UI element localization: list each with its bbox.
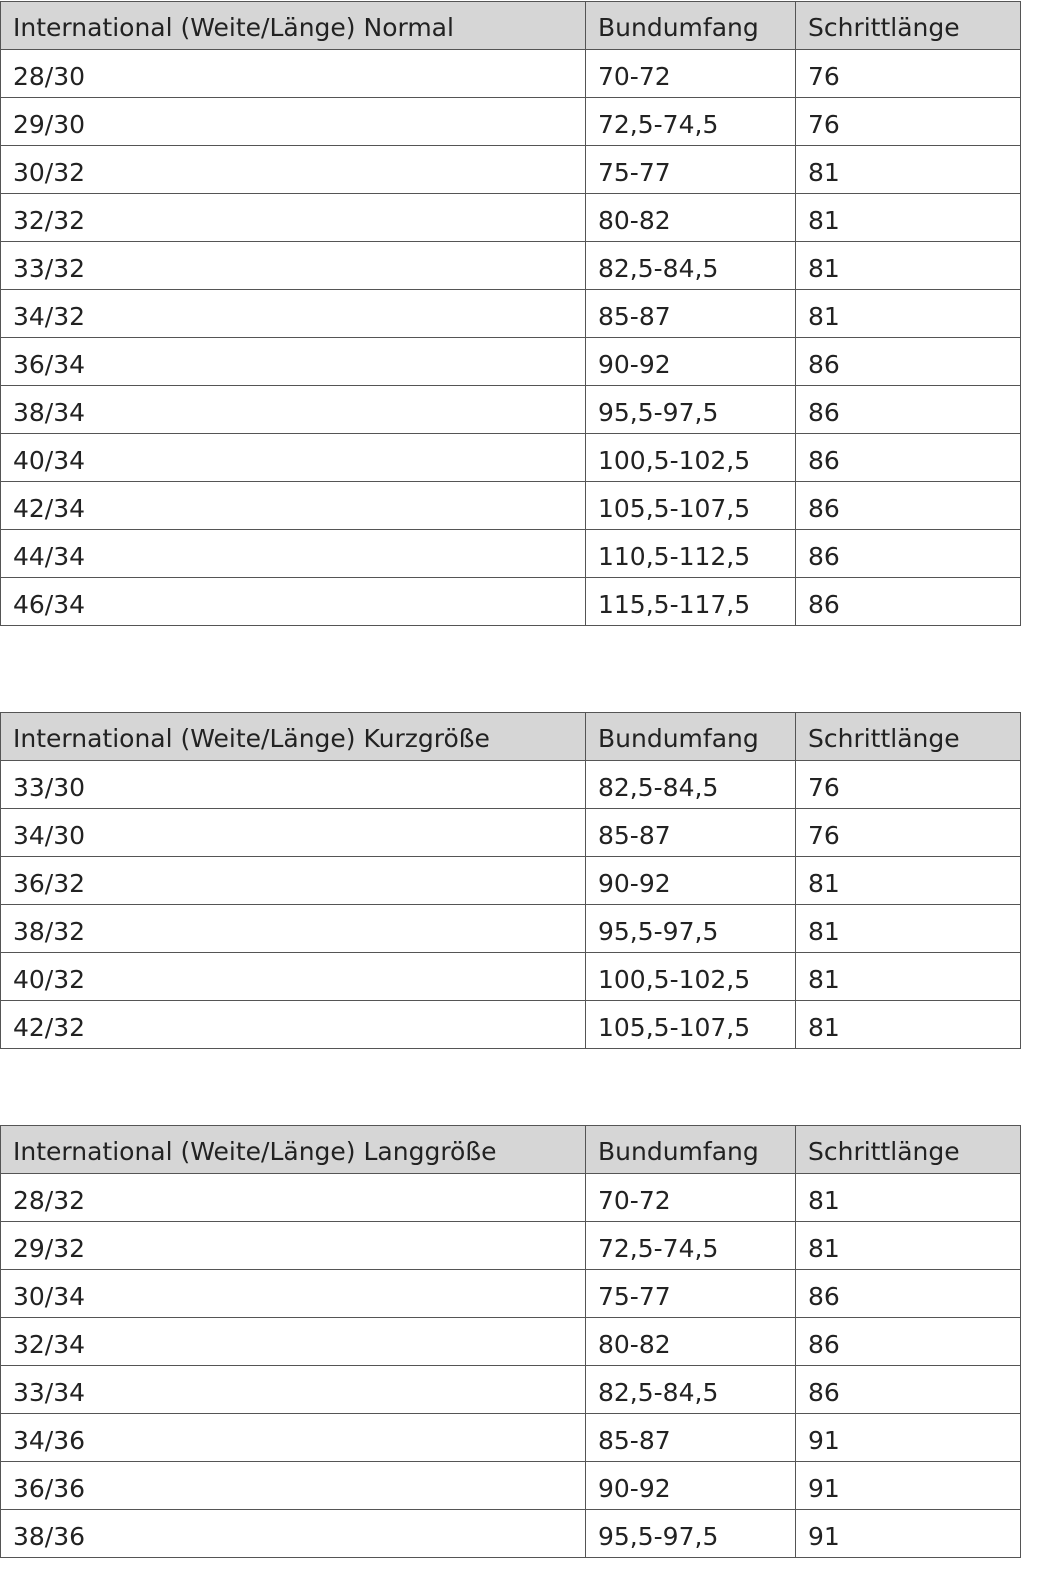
table-row: [1, 434, 1021, 482]
cell-waist-column: 95,5-97,5: [586, 386, 796, 434]
cell-waist-column: 90-92: [586, 338, 796, 386]
cell-waist-column: 82,5-84,5: [586, 761, 796, 809]
header-row: [1, 2, 1021, 50]
cell-inseam-column: 81: [796, 953, 1021, 1001]
cell-inseam-column: 76: [796, 809, 1021, 857]
cell-inseam-column: 86: [796, 1270, 1021, 1318]
table-row: [1, 1222, 1021, 1270]
cell-size-column: 33/34: [1, 1366, 586, 1414]
cell-inseam-column: 86: [796, 482, 1021, 530]
cell-size-column: 29/32: [1, 1222, 586, 1270]
table-row: [1, 761, 1021, 809]
cell-size-column: 29/30: [1, 98, 586, 146]
cell-inseam-column: 81: [796, 1222, 1021, 1270]
cell-waist-column: 82,5-84,5: [586, 242, 796, 290]
cell-size-column: 34/30: [1, 809, 586, 857]
table-row: [1, 482, 1021, 530]
table-row: [1, 194, 1021, 242]
cell-inseam-column: 91: [796, 1414, 1021, 1462]
header-row: [1, 1126, 1021, 1174]
table-row: [1, 50, 1021, 98]
cell-size-column: 38/36: [1, 1510, 586, 1558]
cell-size-column: 34/36: [1, 1414, 586, 1462]
cell-size-column: 38/34: [1, 386, 586, 434]
cell-inseam-column: 81: [796, 146, 1021, 194]
cell-inseam-column: 86: [796, 530, 1021, 578]
cell-waist-column: 75-77: [586, 1270, 796, 1318]
table-row: [1, 530, 1021, 578]
cell-size-column: 30/32: [1, 146, 586, 194]
table-row: [1, 953, 1021, 1001]
table-header: [1, 1126, 1021, 1174]
table-row: [1, 146, 1021, 194]
cell-waist-column: 95,5-97,5: [586, 1510, 796, 1558]
cell-waist-column: 95,5-97,5: [586, 905, 796, 953]
table-body: [1, 1174, 1021, 1558]
cell-size-column: 32/34: [1, 1318, 586, 1366]
cell-inseam-column: 81: [796, 857, 1021, 905]
cell-inseam-column: 76: [796, 761, 1021, 809]
cell-size-column: 28/32: [1, 1174, 586, 1222]
cell-size-column: 42/32: [1, 1001, 586, 1049]
table-row: [1, 242, 1021, 290]
cell-waist-column: 72,5-74,5: [586, 98, 796, 146]
cell-size-column: 36/34: [1, 338, 586, 386]
cell-waist-column: 105,5-107,5: [586, 1001, 796, 1049]
cell-size-column: 33/30: [1, 761, 586, 809]
cell-inseam-column: 81: [796, 242, 1021, 290]
size-table-langgroesse: [0, 1125, 1021, 1558]
table-row: [1, 809, 1021, 857]
table-body: [1, 761, 1021, 1049]
table-header: [1, 713, 1021, 761]
cell-waist-column: 70-72: [586, 1174, 796, 1222]
table-row: [1, 1366, 1021, 1414]
cell-size-column: 46/34: [1, 578, 586, 626]
cell-inseam-column: 86: [796, 578, 1021, 626]
size-table-kurzgroesse: [0, 712, 1021, 1049]
cell-waist-column: 72,5-74,5: [586, 1222, 796, 1270]
table-row: [1, 98, 1021, 146]
table-row: [1, 1174, 1021, 1222]
table-row: [1, 1462, 1021, 1510]
table-row: [1, 578, 1021, 626]
cell-size-column: 33/32: [1, 242, 586, 290]
cell-size-column: 40/34: [1, 434, 586, 482]
cell-inseam-column: 86: [796, 434, 1021, 482]
cell-waist-column: 80-82: [586, 1318, 796, 1366]
header-cell-inseam-column: Schrittlänge: [796, 2, 1021, 50]
table-row: [1, 1001, 1021, 1049]
cell-waist-column: 70-72: [586, 50, 796, 98]
cell-size-column: 44/34: [1, 530, 586, 578]
cell-waist-column: 100,5-102,5: [586, 434, 796, 482]
header-cell-waist-column: Bundumfang: [586, 713, 796, 761]
table-row: [1, 857, 1021, 905]
cell-waist-column: 80-82: [586, 194, 796, 242]
header-cell-size-column: International (Weite/Länge) Langgröße: [1, 1126, 586, 1174]
table-row: [1, 290, 1021, 338]
cell-waist-column: 115,5-117,5: [586, 578, 796, 626]
table-row: [1, 1318, 1021, 1366]
cell-size-column: 40/32: [1, 953, 586, 1001]
cell-waist-column: 110,5-112,5: [586, 530, 796, 578]
cell-waist-column: 85-87: [586, 809, 796, 857]
cell-inseam-column: 76: [796, 50, 1021, 98]
cell-size-column: 38/32: [1, 905, 586, 953]
cell-waist-column: 90-92: [586, 1462, 796, 1510]
header-cell-waist-column: Bundumfang: [586, 2, 796, 50]
table-header: [1, 2, 1021, 50]
table-row: [1, 386, 1021, 434]
cell-inseam-column: 86: [796, 1318, 1021, 1366]
cell-size-column: 42/34: [1, 482, 586, 530]
size-table-normal: [0, 1, 1021, 626]
cell-waist-column: 75-77: [586, 146, 796, 194]
header-cell-size-column: International (Weite/Länge) Normal: [1, 2, 586, 50]
header-row: [1, 713, 1021, 761]
cell-waist-column: 85-87: [586, 1414, 796, 1462]
cell-size-column: 36/32: [1, 857, 586, 905]
header-cell-inseam-column: Schrittlänge: [796, 713, 1021, 761]
cell-inseam-column: 91: [796, 1462, 1021, 1510]
table-row: [1, 905, 1021, 953]
table-row: [1, 1510, 1021, 1558]
header-cell-inseam-column: Schrittlänge: [796, 1126, 1021, 1174]
cell-inseam-column: 81: [796, 194, 1021, 242]
table-body: [1, 50, 1021, 626]
cell-inseam-column: 81: [796, 290, 1021, 338]
table-row: [1, 338, 1021, 386]
cell-waist-column: 90-92: [586, 857, 796, 905]
cell-size-column: 28/30: [1, 50, 586, 98]
table-row: [1, 1270, 1021, 1318]
header-cell-waist-column: Bundumfang: [586, 1126, 796, 1174]
cell-inseam-column: 86: [796, 338, 1021, 386]
cell-inseam-column: 86: [796, 1366, 1021, 1414]
cell-inseam-column: 81: [796, 1174, 1021, 1222]
cell-inseam-column: 81: [796, 1001, 1021, 1049]
cell-size-column: 30/34: [1, 1270, 586, 1318]
header-cell-size-column: International (Weite/Länge) Kurzgröße: [1, 713, 586, 761]
cell-waist-column: 105,5-107,5: [586, 482, 796, 530]
cell-inseam-column: 91: [796, 1510, 1021, 1558]
cell-inseam-column: 81: [796, 905, 1021, 953]
cell-size-column: 34/32: [1, 290, 586, 338]
table-row: [1, 1414, 1021, 1462]
cell-waist-column: 100,5-102,5: [586, 953, 796, 1001]
cell-waist-column: 82,5-84,5: [586, 1366, 796, 1414]
cell-inseam-column: 76: [796, 98, 1021, 146]
cell-inseam-column: 86: [796, 386, 1021, 434]
cell-waist-column: 85-87: [586, 290, 796, 338]
cell-size-column: 36/36: [1, 1462, 586, 1510]
cell-size-column: 32/32: [1, 194, 586, 242]
